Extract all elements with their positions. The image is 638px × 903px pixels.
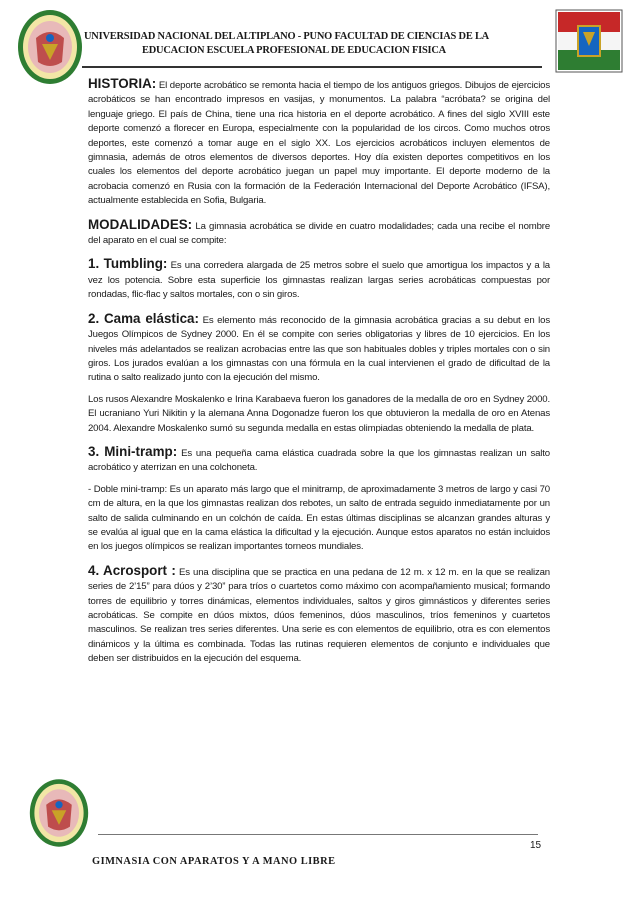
flag-emblem-logo (554, 8, 624, 74)
footer-seal-logo (28, 776, 90, 850)
section-mini-tramp (88, 445, 550, 476)
header-title-line1: UNIVERSIDAD NACIONAL DEL ALTIPLANO - PUNO FACULTAD DE CIENCIAS DE LA (84, 31, 489, 42)
section-heading: 2. Cama elástica: (88, 310, 199, 326)
section-text: Es una disciplina que se practica en una pedana de 12 m. x 12 m. en la que se realizan series de 2’15” para dúos y 2’30” para tríos o cuartetos como máximo con acompañamiento musical; formando torres de equilibrio y torres dinámicas, elementos individuales, saltos y giros gimnásticos y diferentes series acrobáticas. Se compite en dúos mixtos, dúos femeninos, dúos masculinos, tríos femeninos y cuartetos masculinos. Se realizan tres series diferentes. Una serie es con elementos de equilibrio, otra es con elementos dinámicos y la última es combinada. Todas las rutinas requieren elementos de conjunto e individuales que deben ser distribuidos en la ejecución del esquema. (88, 566, 550, 665)
section-heading: MODALIDADES: (88, 216, 193, 232)
header-title (84, 30, 554, 58)
section-text: Es una pequeña cama elástica cuadrada sobre la que los gimnastas realizan un salto acrobático y aterrizan en una colchoneta. (88, 447, 550, 474)
document-body (88, 77, 550, 674)
section-heading: HISTORIA: (88, 76, 157, 91)
header-title-line2: EDUCACION ESCUELA PROFESIONAL DE EDUCACION FISICA (142, 45, 446, 56)
section-heading: 1. Tumbling: (88, 256, 168, 272)
section-text: Es una corredera alargada de 25 metros sobre el suelo que amortigua los impactos y a la vez los potencia. Sobre esta superficie los gimnastas realizan largas series acrobáticas compuestas por rondadas, flic-flac y saltos mortales, con o sin giros. (88, 260, 550, 301)
section-historia (88, 77, 550, 209)
footer-title: GIMNASIA CON APARATOS Y A MANO LIBRE (92, 856, 336, 867)
page-number: 15 (530, 840, 542, 851)
section-heading: 3. Mini-tramp: (88, 443, 178, 459)
section-text: La gimnasia acrobática se divide en cuatro modalidades; cada una recibe el nombre del aparato en el cual se compite: (88, 220, 551, 247)
header-divider (82, 66, 542, 68)
footer-divider (98, 834, 538, 835)
section-cama-elastica (88, 312, 550, 386)
section-text: El deporte acrobático se remonta hacia el tiempo de los antiguos griegos. Dibujos de ejercicios acrobáticos se han encontrado impresos en vasijas, y monumentos. La palabra “acróbata? se origina del lenguaje griego. El país de China, tiene una rica historia en el deporte acrobático. A fines del siglo XVIII este deporte comenzó a florecer en Europa, especialmente con la popularidad de los circos. Como muchos otros deportes, este comenzó a tomar auge en el siglo XX. Los ejercicios acrobáticos incluyen elementos de gimnasia, además de otros elementos de diversos deportes. Hoy día existen deportes competitivos en los cuales los elementos del deporte acrobático juegan un papel muy importante. El deporte moderno de la acrobacia comenzó en Rusia con la formación de la Federación Internacional del Deporte Acrobático (IFSA), actualmente establecida en Sofia, Bulgaria. (88, 80, 551, 207)
section-heading: 4. Acrosport : (88, 562, 176, 578)
section-mini-tramp-para2: - Doble mini-tramp: Es un aparato más largo que el minitramp, de aproximadamente 3 metros de largo y casi 70 cm de altura, en la que los gimnastas realizan dos rebotes, un salto de entrada seguido inmediatamente por un salto de salida culminando en un colchón de caída. En estas últimas disciplinas se alcanzan grandes alturas y se evalúa al igual que en la cama elástica la dificultad y la ejecución. Aunque estos aparatos no están incluidos en los juegos olímpicos se realizan importantes torneos mundiales. (88, 483, 550, 553)
section-tumbling (88, 257, 550, 302)
section-modalidades (88, 218, 550, 249)
university-seal-logo (16, 8, 84, 86)
section-text: Es elemento más reconocido de la gimnasia acrobática gracias a su debut en los Juegos Olímpicos de Sydney 2000. En él se compite con series obligatorias y libres de 10 ejercicios. En los niveles más adelantados se realizan acrobacias entre las que son habituales dobles y triples mortales con o sin giros. Los jurados evalúan a los gimnastas con una fórmula en la cual intervienen el grado de dificultad de la rutina o salto realizado junto con la ejecución del mismo. (88, 314, 550, 384)
section-acrosport (88, 564, 550, 667)
section-cama-elastica-para2: Los rusos Alexandre Moskalenko e Irina Karabaeva fueron los ganadores de la medalla de oro en Sydney 2000. El ucraniano Yuri Nikitin y la alemana Anna Dogonadze fueron los que obtuvieron la medalla de oro en Atenas 2004. Alexandre Moskalenko sumó su segunda medalla en estas olimpiadas obteniendo la medalla de plata. (88, 393, 550, 434)
